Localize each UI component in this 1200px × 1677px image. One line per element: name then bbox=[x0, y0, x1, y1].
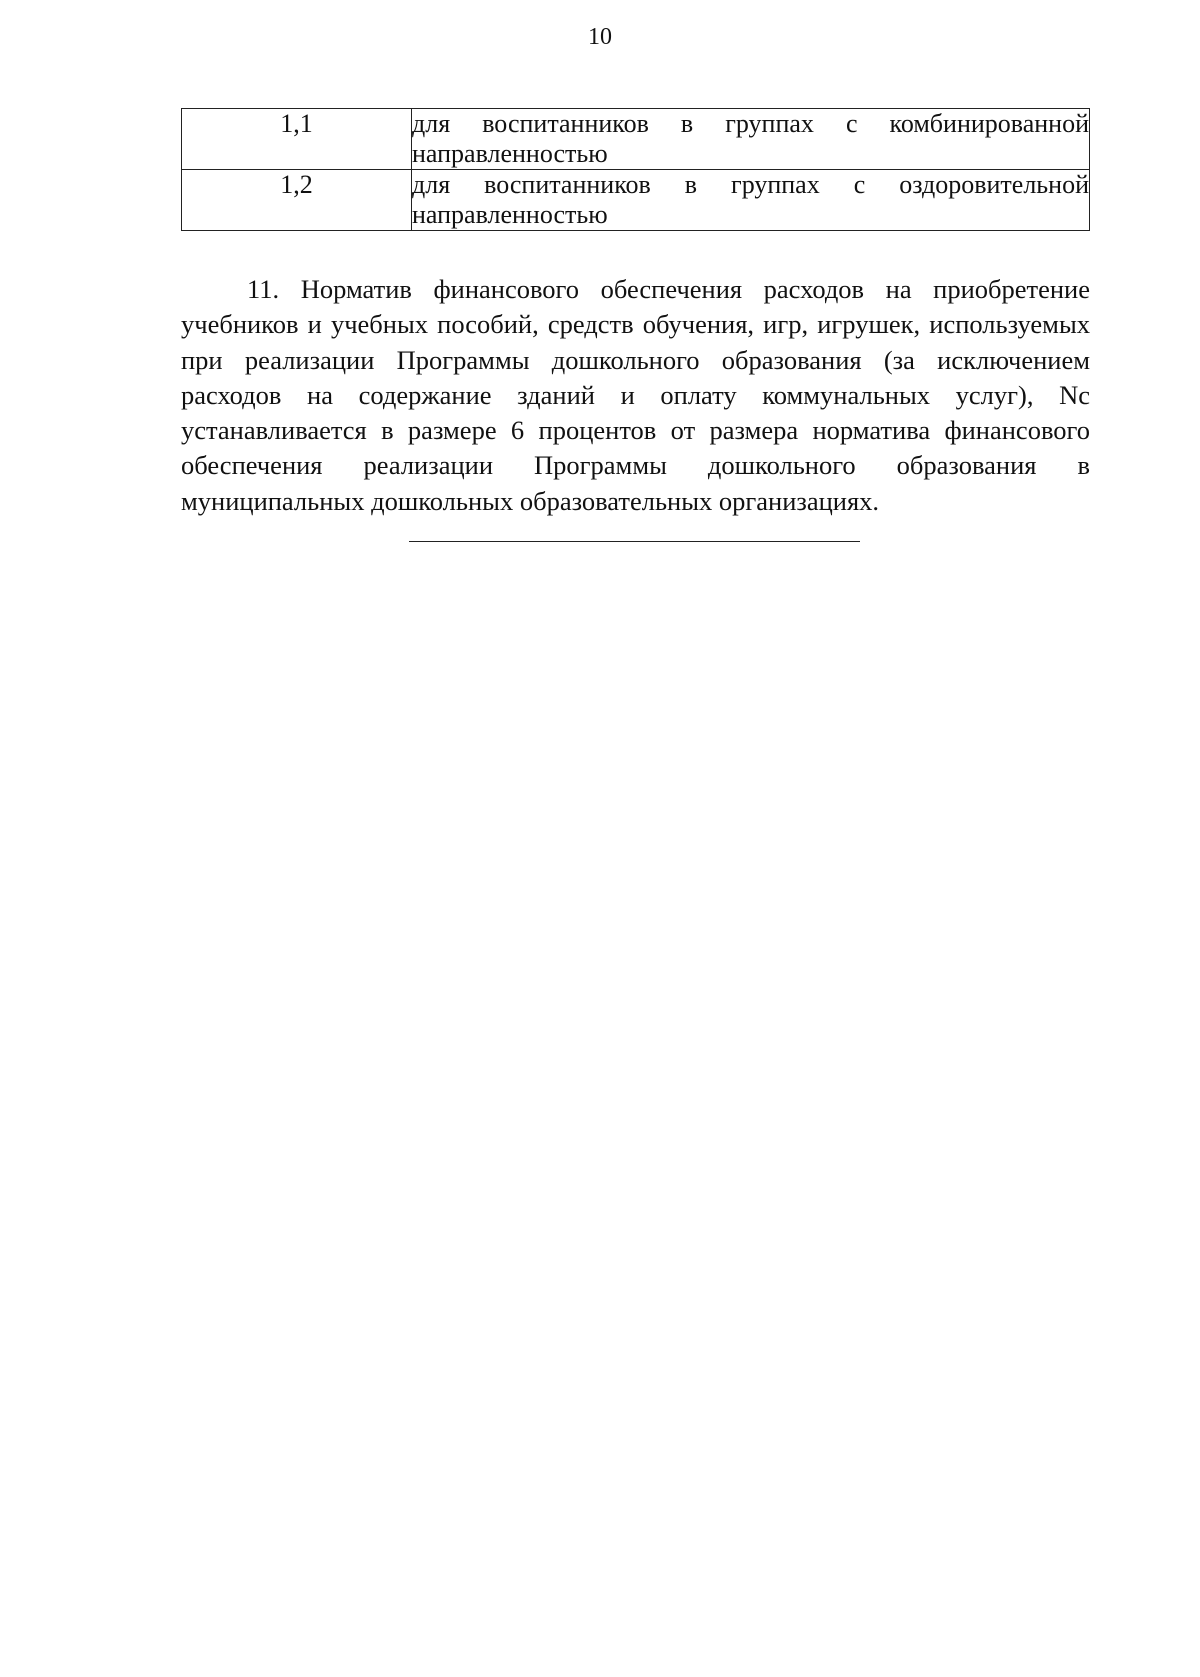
description-cell: для воспитанников в группах с комбинированной направленностью bbox=[412, 109, 1089, 168]
table-row bbox=[182, 170, 1090, 231]
description-cell: для воспитанников в группах с оздоровительной направленностью bbox=[412, 170, 1089, 229]
end-separator-line bbox=[409, 541, 860, 542]
coefficient-table bbox=[181, 108, 1090, 231]
page-number: 10 bbox=[588, 24, 612, 50]
coefficient-cell: 1,1 bbox=[182, 109, 412, 170]
table-row bbox=[182, 109, 1090, 170]
clause-11-paragraph: 11. Норматив финансового обеспечения расходов на приобретение учебников и учебных пособий, средств обучения, игр, игрушек, используемых при реализации Программы дошкольного образования (за исключением расходов на содержание зданий и оплату коммунальных услуг), Nc устанавливается в размере 6 процентов от размера норматива финансового обеспечения реализации Программы дошкольного образования в муниципальных дошкольных образовательных организациях. bbox=[181, 274, 1090, 516]
coefficient-cell: 1,2 bbox=[182, 170, 412, 231]
